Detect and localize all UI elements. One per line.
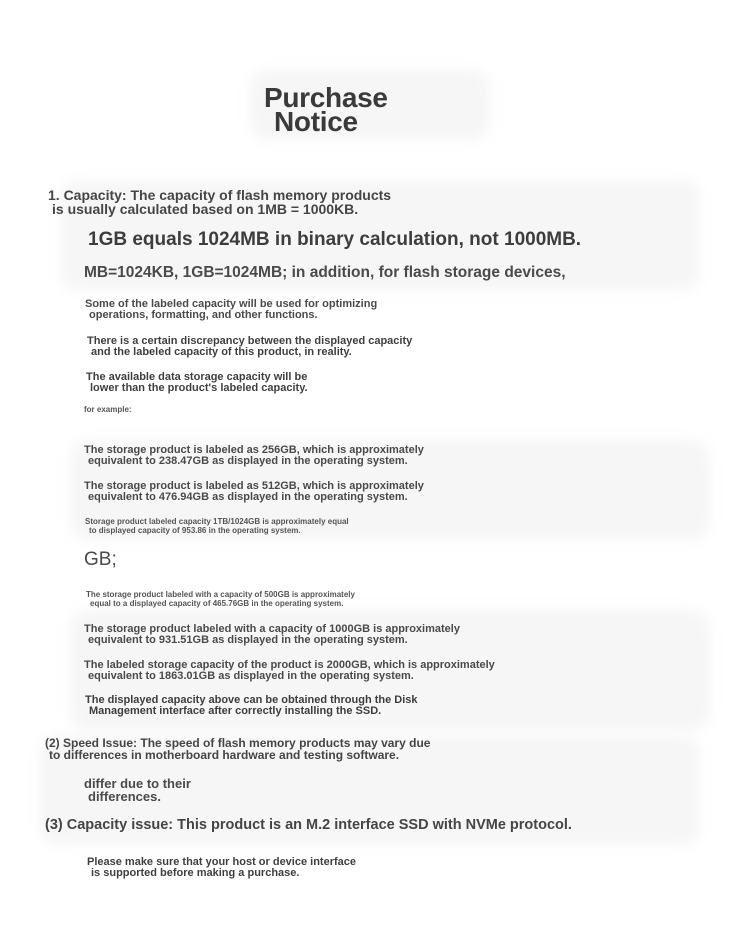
example-line-1: The storage product labeled with a capacity of 500GB is approximately: [86, 590, 355, 599]
example-1000gb: [84, 624, 460, 646]
section-2-heading: [45, 737, 430, 761]
discrepancy-note: [87, 336, 412, 358]
example-line-2: to displayed capacity of 953.86 in the operating system.: [89, 526, 301, 535]
disk-mgmt-line-1: The displayed capacity above can be obtained through the Disk: [85, 694, 418, 706]
for-example-label: for example:: [84, 405, 132, 414]
example-line-2: equal to a displayed capacity of 465.76GB in the operating system.: [90, 599, 344, 608]
example-line-1: Storage product labeled capacity 1TB/1024GB is approximately equal: [85, 517, 349, 526]
discrepancy-line-1: There is a certain discrepancy between the displayed capacity: [87, 335, 413, 347]
example-line-2: equivalent to 476.94GB as displayed in the operating system.: [88, 491, 408, 503]
labeled-capacity-note: [85, 299, 377, 321]
title-line-2: Notice: [274, 106, 358, 137]
disk-mgmt-line-2: Management interface after correctly installing the SSD.: [89, 705, 382, 717]
page-title: [264, 82, 388, 137]
example-2000gb: [84, 660, 495, 682]
example-line-1: The storage product labeled with a capacity of 1000GB is approximately: [84, 623, 460, 635]
gb-suffix: GB;: [84, 549, 117, 570]
example-line-1: The labeled storage capacity of the product is 2000GB, which is approximately: [84, 659, 495, 671]
interface-confirm-note: [87, 857, 356, 879]
discrepancy-line-2: and the labeled capacity of this product, in reality.: [91, 346, 352, 358]
available-line-2: lower than the product's labeled capacity.: [90, 382, 308, 394]
available-line-1: The available data storage capacity will be: [86, 371, 308, 383]
example-line-1: The storage product is labeled as 256GB, which is approximately: [84, 444, 424, 456]
example-512gb: [84, 481, 424, 503]
example-line-1: The storage product is labeled as 512GB, which is approximately: [84, 480, 424, 492]
section-3-heading: (3) Capacity issue: This product is an M.2 interface SSD with NVMe protocol.: [45, 817, 572, 833]
section-1-heading: [48, 188, 391, 216]
disk-management-note: [85, 695, 418, 717]
section-2-line-1: (2) Speed Issue: The speed of flash memory products may vary due: [45, 736, 431, 750]
differ-line-2: differences.: [88, 789, 161, 804]
mb-note: MB=1024KB, 1GB=1024MB; in addition, for flash storage devices,: [84, 264, 566, 281]
title-line-1: Purchase: [264, 82, 388, 113]
example-1tb: [85, 517, 349, 535]
labeled-line-1: Some of the labeled capacity will be used for optimizing: [85, 298, 378, 310]
binary-note: 1GB equals 1024MB in binary calculation, not 1000MB.: [88, 229, 582, 250]
example-line-2: equivalent to 931.51GB as displayed in the operating system.: [88, 634, 408, 646]
differ-line-1: differ due to their: [84, 776, 191, 791]
confirm-line-1: Please make sure that your host or device interface: [87, 856, 357, 868]
confirm-line-2: is supported before making a purchase.: [91, 867, 300, 879]
section-2-line-2: to differences in motherboard hardware and testing software.: [49, 748, 400, 762]
section-1-line-1: 1. Capacity: The capacity of flash memory products: [48, 187, 392, 203]
differ-note: [84, 777, 191, 803]
example-line-2: equivalent to 238.47GB as displayed in the operating system.: [88, 455, 408, 467]
labeled-line-2: operations, formatting, and other functions.: [89, 309, 318, 321]
example-500gb: [86, 590, 355, 608]
example-line-2: equivalent to 1863.01GB as displayed in the operating system.: [88, 670, 414, 682]
example-256gb: [84, 445, 424, 467]
section-1-line-2: is usually calculated based on 1MB = 1000KB.: [52, 201, 359, 217]
available-capacity-note: [86, 372, 308, 394]
